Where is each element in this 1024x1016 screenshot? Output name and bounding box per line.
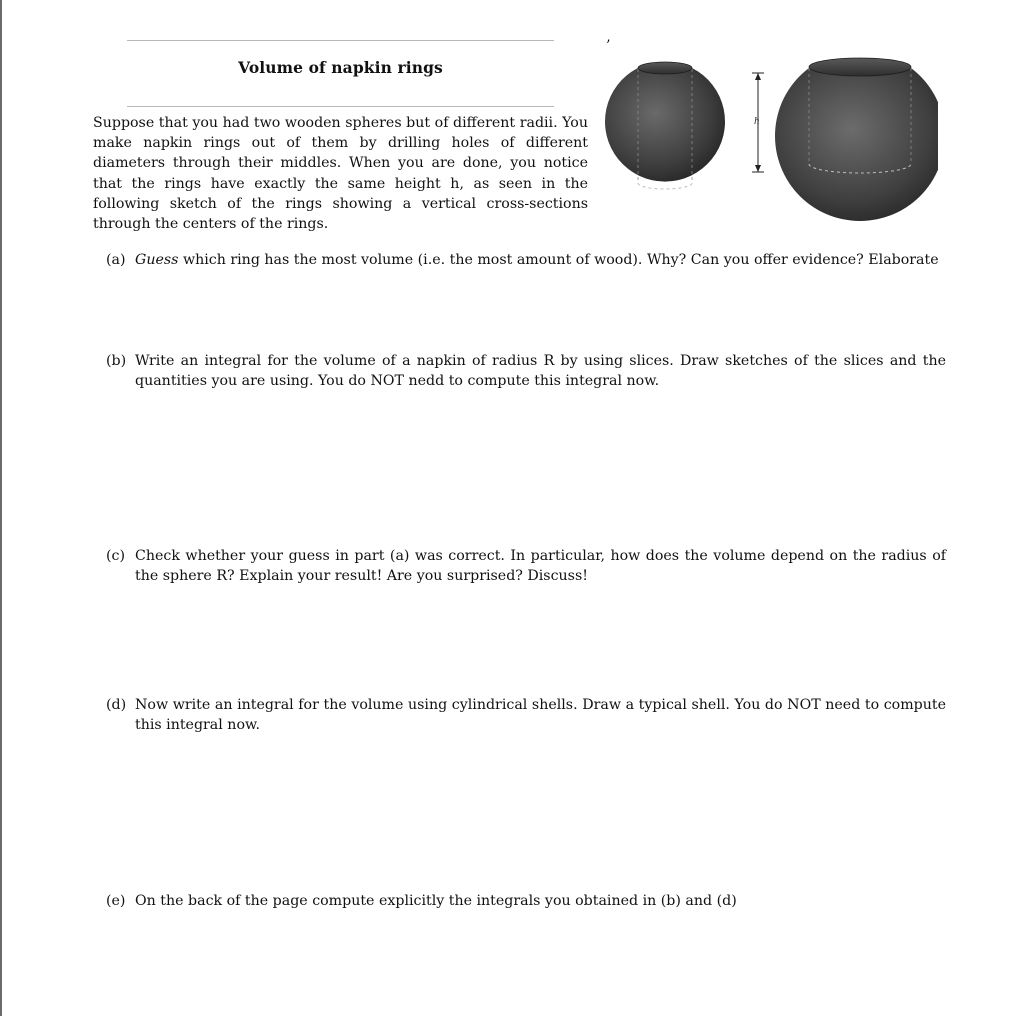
part-a-text (135, 250, 946, 270)
part-c (106, 546, 946, 586)
large-ring-hole-top (809, 58, 911, 76)
small-ring-body (605, 68, 725, 182)
large-ring (775, 58, 938, 221)
part-c-text: Check whether your guess in part (a) was correct. In particular, how does the volume depend on the radius of the sphere R? Explain your result! Are you surprised? Discuss! (135, 548, 946, 585)
part-c-label: (c) (106, 548, 126, 564)
napkin-rings-svg (598, 40, 938, 240)
small-ring-hole-top (638, 62, 692, 74)
napkin-rings-figure (598, 40, 938, 240)
intro-paragraph: Suppose that you had two wooden spheres but of different radii. You make napkin rings out of them by drilling holes of different diameters through their middles. When you are done, you notice that the rings have exactly the same height h, as seen in the following sketch of the rings showing a vertical cross-sections through the centers of the rings. (93, 115, 588, 233)
part-a-body: which ring has the most volume (i.e. the most amount of wood). Why? Can you offer evidence? Elaborate (178, 252, 939, 268)
part-b (106, 351, 946, 391)
part-e-text: On the back of the page compute explicitly the integrals you obtained in (b) and (d) (135, 893, 737, 909)
small-ring (605, 62, 725, 189)
part-e (106, 891, 946, 911)
part-a-emph: Guess (135, 252, 179, 268)
small-ring-hole-bottom (638, 183, 692, 189)
top-rule (127, 40, 554, 41)
part-e-label: (e) (106, 893, 126, 909)
bottom-rule (127, 106, 554, 107)
height-label: h (754, 117, 760, 127)
page-title: Volume of napkin rings (238, 58, 443, 77)
part-a (106, 250, 946, 270)
part-a-label: (a) (106, 252, 126, 268)
part-d-text: Now write an integral for the volume using cylindrical shells. Draw a typical shell. You do NOT need to compute this integral now. (135, 697, 946, 734)
part-b-text: Write an integral for the volume of a napkin of radius R by using slices. Draw sketches of the slices and the quantities you are using. You do NOT nedd to compute this integral now. (135, 353, 946, 390)
part-b-label: (b) (106, 353, 127, 369)
part-d (106, 695, 946, 735)
large-ring-body (775, 68, 938, 221)
page-edge (0, 0, 2, 1016)
part-d-label: (d) (106, 697, 127, 713)
stray-mark: ’ (606, 38, 611, 54)
